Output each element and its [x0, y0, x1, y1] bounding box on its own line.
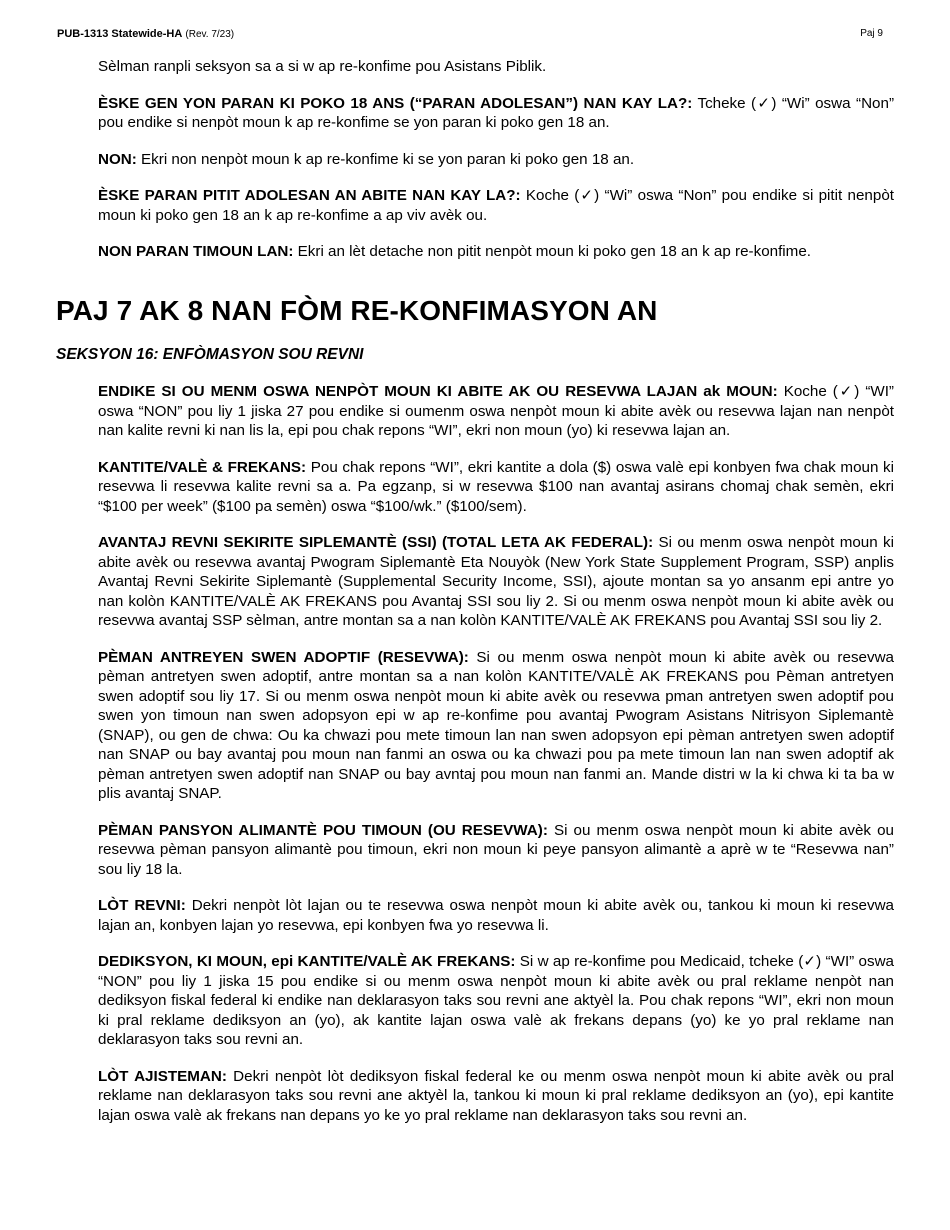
intro-text: Ekri an lèt detache non pitit nenpòt moun ki poko gen 18 an k ap re-konfime. [293, 243, 811, 260]
intro-paragraph [98, 94, 894, 133]
body-label: LÒT AJISTEMAN: [98, 1067, 227, 1085]
body-paragraph [98, 382, 894, 441]
body-paragraph [98, 952, 894, 1050]
page-heading: PAJ 7 AK 8 NAN FÒM RE-KONFIMASYON AN [56, 295, 658, 326]
body-text: Si ou menm oswa nenpòt moun ki abite avèk ou resevwa pèman pansyon alimantè pou timoun, ekri non moun ki peye pansyon alimantè a aprè w te “Resevwa nan” sou liy 18 la. [98, 821, 894, 878]
body-text: Si w ap re-konfime pou Medicaid, tcheke (✓) “WI” oswa “NON” pou liy 1 jiska 15 pou endike si ou menm oswa nenpòt moun ki abite avèk ou pral reklame nenpòt nan dediksyon fiskal federal ki endike nan deklarasyon taks sou revni ane aktyèl la. Pou chak repons “WI”, ekri non moun ki pral reklame dediksyon an (yo), ak kantite lajan oswa valè ak frekans depans (yo) ke yo pral reklame nan deklarasyon taks sou revni an. [98, 953, 894, 1048]
body-label: PÈMAN ANTREYEN SWEN ADOPTIF (RESEVWA): [98, 648, 469, 666]
body-paragraph [98, 896, 894, 935]
body-paragraph [98, 533, 894, 631]
form-revision: (Rev. 7/23) [185, 29, 235, 40]
intro-paragraph [98, 150, 894, 170]
body-text: Si ou menm oswa nenpòt moun ki abite avèk ou resevwa avantaj Pwogram Siplemantè Eta Nouyòk (New York State Supplement Program, SSP) anplis Avantaj Revni Sekirite Siplemantè (Supplemental Security Income, SSI), ajoute montan sa yo ansanm epi antre yo nan kolòn KANTITE/VALÈ AK FREKANS pou Avantaj SSI sou liy 2. Si ou menm oswa nenpòt moun ki abite avèk ou resevwa avantaj SSP sèlman, antre montan sa a nan kolòn KANTITE/VALÈ AK FREKANS pou Avantaj SSI sou liy 2. [98, 534, 894, 629]
body-label: KANTITE/VALÈ & FREKANS: [98, 458, 307, 476]
intro-label: NON PARAN TIMOUN LAN: [98, 243, 294, 260]
form-identifier [57, 28, 234, 40]
body-label: AVANTAJ REVNI SEKIRITE SIPLEMANTÈ (SSI) (TOTAL LETA AK FEDERAL): [98, 534, 654, 551]
intro-section [98, 57, 894, 279]
body-text: Dekri nenpòt lòt dediksyon fiskal federal ke ou menm oswa nenpòt moun ki abite avèk ou pral reklame nan deklarasyon taks sou revni ane aktyèl la, tankou ki moun ki pral reklame dediksyon an (yo), epi kantite lajan oswa valè ak frekans nan depans yo ke yo pral reklame nan deklarasyon taks sou revni an. [98, 1067, 894, 1124]
intro-text: Ekri non nenpòt moun k ap re-konfime ki se yon paran ki poko gen 18 an. [136, 150, 635, 168]
body-text: Pou chak repons “WI”, ekri kantite a dola ($) oswa valè epi konbyen fwa chak moun ki resevwa li resevwa kalite revni sa a. Pa egzanp, si w resevwa $100 nan avantaj asirans chomaj chak semèn, ekri “$100 per week” ($100 pa semèn) oswa “$100/wk.” ($100/sem). [98, 458, 895, 515]
intro-text: Sèlman ranpli seksyon sa a si w ap re-konfime pou Asistans Piblik. [98, 58, 547, 75]
body-paragraph [98, 821, 894, 880]
section-title: SEKSYON 16: ENFÒMASYON SOU REVNI [56, 346, 364, 363]
intro-label: ÈSKE PARAN PITIT ADOLESAN AN ABITE NAN KAY LA?: [98, 187, 521, 204]
intro-text: Tcheke (✓) “Wi” oswa “Non” pou endike si nenpòt moun k ap re-konfime se yon paran ki poko gen 18 an. [98, 94, 894, 131]
body-paragraph [98, 458, 894, 517]
page-header [57, 28, 883, 42]
body-paragraph [98, 648, 894, 804]
body-label: PÈMAN PANSYON ALIMANTÈ POU TIMOUN (OU RESEVWA): [98, 821, 548, 839]
body-paragraph [98, 1067, 894, 1126]
body-text: Si ou menm oswa nenpòt moun ki abite avèk ou resevwa pèman antretyen swen adoptif, antre montan sa a nan kolòn KANTITE/VALÈ AK FREKANS pou Pèman antretyen swen adoptif sou liy 17. Si ou menm oswa nenpòt moun ki abite avèk ou resevwa pman antretyen swen adoptif pou swen yon timoun nan swen adopsyon epi w ap re-konfime pou avantaj Pwogram Asistans Nitrisyon Siplemantè (SNAP), ou gen de chwa: Ou ka chwazi pou mete timoun lan nan swen adopsyon epi pèman antretyen swen adoptif nan SNAP ou bay avantaj pou moun nan fanmi an oswa ou ka chwazi pou pa mete timoun lan nan swen adoptif ak pèman antretyen swen adoptif nan SNAP ou bay avntaj pou moun nan fanmi an. Mande distri w la ki chwa ki ta ba w plis avantaj SNAP. [98, 648, 894, 802]
income-section [98, 382, 894, 1142]
intro-paragraph [98, 57, 894, 77]
body-label: ENDIKE SI OU MENM OSWA NENPÒT MOUN KI ABITE AK OU RESEVWA LAJAN ak MOUN: [98, 383, 778, 400]
body-label: LÒT REVNI: [98, 897, 186, 914]
intro-paragraph [98, 242, 894, 262]
body-text: Koche (✓) “WI” oswa “NON” pou liy 1 jiska 27 pou endike si oumenm oswa nenpòt moun ki abite avèk ou resevwa lajan nan nenpòt nan kalite revni ki nan lis la, epi pou chak repons “WI”, ekri non moun (yo) ki resevwa lajan an. [98, 383, 894, 439]
body-text: Dekri nenpòt lòt lajan ou te resevwa oswa nenpòt moun ki abite avèk ou, tankou ki moun ki resevwa lajan an, konbyen lajan yo resevwa, epi konbyen fwa yo resevwa li. [98, 897, 894, 934]
body-label: DEDIKSYON, KI MOUN, epi KANTITE/VALÈ AK FREKANS: [98, 953, 516, 970]
intro-paragraph [98, 186, 894, 225]
form-id: PUB-1313 Statewide-HA [57, 28, 183, 40]
page-number: Paj 9 [860, 28, 883, 39]
intro-text: Koche (✓) “Wi” oswa “Non” pou endike si pitit nenpòt moun ki poko gen 18 an k ap re-konfime a ap viv avèk ou. [98, 187, 894, 224]
intro-label: ÈSKE GEN YON PARAN KI POKO 18 ANS (“PARAN ADOLESAN”) NAN KAY LA?: [98, 94, 693, 112]
intro-label: NON: [98, 150, 137, 168]
